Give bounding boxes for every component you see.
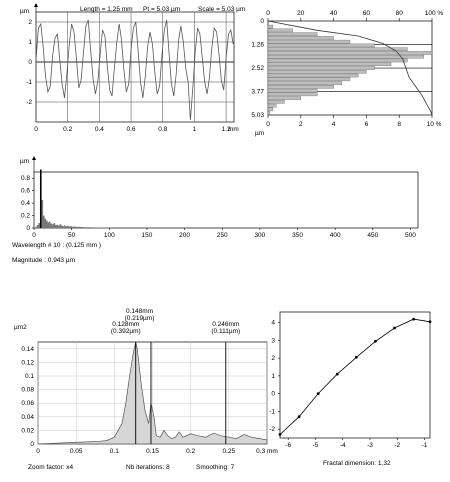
spectrum-bar [90, 227, 92, 228]
profile-series-line [36, 20, 233, 120]
profile-y-axis-label: µm [20, 8, 29, 15]
distribution-bar [268, 44, 375, 47]
fractal-point [279, 433, 282, 436]
wavelength-peak-label: 0.148mm [126, 308, 153, 315]
wavelength-iterations-footer: Nb iterations: 8 [126, 464, 170, 471]
spectrum-bar [40, 170, 42, 228]
spectrum-x-tick-label: 150 [142, 232, 153, 239]
profile-x-tick-label: 0.8 [158, 126, 167, 133]
spectrum-bar [73, 226, 75, 228]
wavelength-x-tick-label: 0.1 [110, 448, 119, 455]
spectrum-x-tick-label: 350 [292, 232, 303, 239]
distribution-bar [268, 100, 284, 103]
fractal-y-tick-label: 0 [271, 391, 275, 398]
distribution-bar [268, 48, 407, 51]
profile-header-scale: Scale = 5.03 µm [198, 6, 245, 13]
distribution-top-tick-label: 40 [330, 10, 338, 17]
spectrum-bar [76, 227, 78, 228]
fractal-x-tick-label: -6 [285, 442, 291, 449]
wavelength-x-tick-label: 0.15 [146, 448, 159, 455]
distribution-top-tick-label: 80 [396, 10, 404, 17]
spectrum-bar [57, 225, 59, 228]
fractal-point [355, 356, 358, 359]
profile-x-tick-label: 1.2 [222, 126, 231, 133]
fractal-point [317, 392, 320, 395]
spectrum-bar [69, 226, 71, 228]
profile-x-tick-label: 1 [193, 126, 197, 133]
wavelength-peak-label: 0.128mm [112, 321, 139, 328]
distribution-bottom-tick-label: 10 % [427, 121, 442, 128]
distribution-bottom-tick-label: 0 [266, 121, 270, 128]
distribution-bottom-tick-label: 8 [397, 121, 401, 128]
distribution-bar [268, 51, 432, 54]
distribution-bar [268, 108, 273, 111]
spectrum-x-tick-label: 0 [32, 232, 36, 239]
spectrum-bar [63, 226, 65, 228]
wavelength-y-tick-label: 0.08 [21, 387, 34, 394]
spectrum-x-tick-label: 450 [367, 232, 378, 239]
spectrum-bar [38, 223, 40, 228]
spectrum-bar [60, 224, 62, 228]
wavelength-y-tick-label: 0.12 [21, 359, 34, 366]
distribution-bar [268, 36, 334, 39]
spectrum-y-axis-label: µm [20, 158, 29, 165]
fractal-x-tick-label: -4 [340, 442, 346, 449]
spectrum-bar [43, 216, 45, 228]
spectrum-x-tick-label: 300 [254, 232, 265, 239]
spectrum-bar [85, 227, 87, 228]
spectrum-magnitude-annotation: Magnitude : 0.943 µm [12, 257, 75, 264]
spectrum-bar [51, 224, 53, 228]
fractal-x-tick-label: -2 [394, 442, 400, 449]
fractal-point [412, 318, 415, 321]
fractal-y-tick-label: 2 [271, 355, 275, 362]
wavelength-peak-value: (0.392µm) [111, 328, 141, 335]
distribution-top-tick-label: 0 [266, 10, 270, 17]
spectrum-bar [34, 227, 36, 228]
wavelength-y-tick-label: 0 [30, 441, 34, 448]
spectrum-y-axis-arrow [32, 156, 36, 160]
spectrum-bar [55, 225, 57, 228]
distribution-bar [268, 85, 334, 88]
wavelength-peak-value: (0.219µm) [125, 315, 155, 322]
fractal-dimension-footer: Fractal dimension: 1.32 [323, 460, 391, 467]
fractal-line [280, 319, 430, 434]
profile-y-tick-label: 1 [28, 39, 32, 46]
fractal-x-tick-label: -1 [422, 442, 428, 449]
fractal-point [336, 373, 339, 376]
spectrum-bar [37, 225, 39, 228]
spectrum-bar [75, 227, 77, 228]
profile-y-tick-label: 0 [28, 59, 32, 66]
fractal-y-tick-label: -1 [269, 408, 275, 415]
spectrum-bar [79, 227, 81, 228]
wavelength-y-tick-label: 0.04 [21, 414, 34, 421]
spectrum-bar [87, 227, 89, 228]
distribution-y-axis-label: µm [255, 130, 264, 137]
distribution-bar [268, 29, 293, 32]
spectrum-x-tick-label: 250 [217, 232, 228, 239]
distribution-top-tick-label: 100 % [425, 10, 444, 17]
distribution-bar [268, 93, 317, 96]
spectrum-bar [58, 226, 60, 228]
distribution-bar [268, 59, 407, 62]
spectrum-bar [61, 226, 63, 228]
profile-y-axis-arrow [34, 3, 38, 7]
distribution-bar [268, 25, 273, 28]
spectrum-bar [78, 227, 80, 228]
wavelength-x-tick-label: 0 [36, 448, 40, 455]
profile-x-tick-label: 0 [34, 126, 38, 133]
fractal-point [374, 340, 377, 343]
spectrum-bar [54, 223, 56, 228]
distribution-bar [268, 97, 301, 100]
spectrum-bar [49, 222, 51, 228]
wavelength-y-tick-label: 0.14 [21, 346, 34, 353]
profile-y-tick-label: -1 [26, 79, 32, 86]
wavelength-peak-label: 0.246mm [212, 321, 239, 328]
distribution-bottom-tick-label: 6 [365, 121, 369, 128]
distribution-y-tick-label: 0 [260, 18, 264, 25]
wavelength-y-tick-label: 0.02 [21, 427, 34, 434]
profile-header-pt: Pt = 5.03 µm [143, 6, 180, 13]
spectrum-bar [84, 227, 86, 228]
spectrum-bar [67, 226, 69, 228]
distribution-bar [268, 81, 342, 84]
spectrum-wavelength-annotation: Wavelength # 10 : (0.125 mm ) [12, 242, 101, 249]
profile-header-length: Length = 1.25 mm [80, 6, 133, 13]
fractal-y-tick-label: 1 [271, 373, 275, 380]
spectrum-x-tick-label: 500 [405, 232, 416, 239]
distribution-top-tick-label: 20 [297, 10, 305, 17]
distribution-bar [268, 33, 317, 36]
distribution-bar [268, 74, 358, 77]
wavelength-x-tick-label: 0.3 mm [256, 448, 278, 455]
spectrum-y-tick-label: 0.6 [21, 188, 30, 195]
spectrum-bar [88, 227, 90, 228]
spectrum-bar [52, 224, 54, 228]
distribution-y-tick-label: 2.52 [251, 65, 264, 72]
profile-y-tick-label: -2 [26, 99, 32, 106]
spectrum-bar [64, 226, 66, 228]
spectrum-bar [66, 226, 68, 228]
distribution-y-tick-label: 3.77 [251, 88, 264, 95]
fractal-y-tick-label: 3 [271, 337, 275, 344]
fractal-point [393, 327, 396, 330]
wavelength-y-tick-label: 0.1 [25, 373, 34, 380]
spectrum-x-tick-label: 50 [68, 232, 76, 239]
profile-frame [36, 12, 234, 122]
spectrum-bar [94, 227, 96, 228]
fractal-y-tick-label: -2 [269, 426, 275, 433]
profile-x-tick-label: 0.2 [63, 126, 72, 133]
wavelength-y-tick-label: 0.06 [21, 400, 34, 407]
distribution-bar [268, 89, 317, 92]
spectrum-bar [70, 226, 72, 228]
distribution-y-tick-label: 5.03 [251, 112, 264, 119]
profile-x-unit-label: mm [228, 126, 239, 133]
wavelength-x-tick-label: 0.25 [223, 448, 236, 455]
distribution-bottom-tick-label: 2 [299, 121, 303, 128]
profile-x-tick-label: 0.6 [127, 126, 136, 133]
fractal-point [298, 415, 301, 418]
spectrum-y-tick-label: 0.2 [21, 213, 30, 220]
distribution-bar [268, 66, 375, 69]
spectrum-bar [72, 227, 74, 228]
profile-y-tick-label: 2 [28, 19, 32, 26]
distribution-bar [268, 63, 391, 66]
distribution-bar [268, 104, 276, 107]
spectrum-bar [48, 222, 50, 228]
distribution-bottom-tick-label: 4 [332, 121, 336, 128]
fractal-frame [280, 312, 430, 438]
wavelength-x-tick-label: 0.2 [186, 448, 195, 455]
spectrum-y-tick-label: 0.4 [21, 200, 30, 207]
fractal-point [429, 320, 432, 323]
distribution-bar [268, 70, 366, 73]
wavelength-peak-value: (0.111µm) [211, 328, 240, 335]
distribution-bar [268, 78, 350, 81]
distribution-top-tick-label: 60 [363, 10, 371, 17]
spectrum-x-tick-label: 400 [330, 232, 341, 239]
wavelength-y-axis-label: µm2 [14, 324, 27, 331]
wavelength-x-tick-label: 0.05 [70, 448, 83, 455]
wavelength-smoothing-footer: Smoothing: 7 [196, 464, 235, 471]
spectrum-bar [81, 227, 83, 228]
fractal-x-tick-label: -5 [313, 442, 319, 449]
distribution-y-tick-label: 1.26 [251, 42, 264, 49]
spectrum-x-tick-label: 200 [179, 232, 190, 239]
spectrum-bar [44, 219, 46, 228]
spectrum-bar [41, 200, 43, 228]
spectrum-x-tick-label: 100 [104, 232, 115, 239]
fractal-x-tick-label: -3 [367, 442, 373, 449]
spectrum-bar [82, 227, 84, 228]
spectrum-bar [91, 227, 93, 228]
spectrum-bar [46, 221, 48, 228]
spectrum-frame [34, 172, 418, 228]
profile-x-tick-label: 0.4 [95, 126, 104, 133]
spectrum-y-tick-label: 0 [26, 225, 30, 232]
fractal-y-tick-label: 4 [271, 320, 275, 327]
distribution-bar [268, 112, 270, 115]
distribution-bar [268, 40, 350, 43]
spectrum-y-tick-label: 0.8 [21, 175, 30, 182]
spectrum-bar [35, 227, 37, 228]
wavelength-zoom-footer: Zoom factor: x4 [28, 464, 74, 471]
